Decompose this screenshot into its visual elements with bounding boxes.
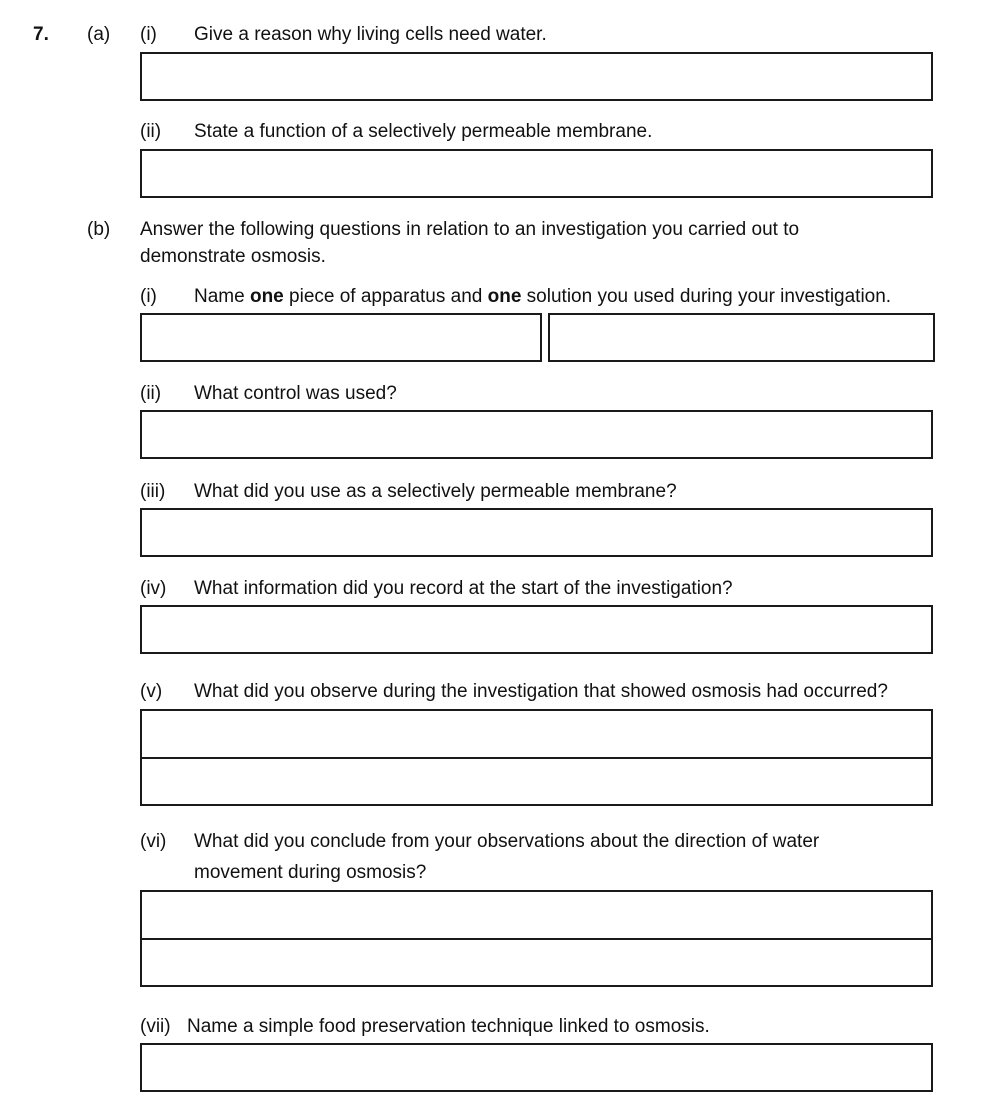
b-i-label: (i) — [140, 286, 157, 307]
part-b-label: (b) — [87, 219, 111, 240]
b-vi-question-line2: movement during osmosis? — [194, 862, 427, 883]
part-a-label: (a) — [87, 24, 111, 45]
part-b-intro-line1: Answer the following questions in relation to an investigation you carried out to — [140, 219, 800, 240]
b-iv-label: (iv) — [140, 578, 167, 599]
b-vii-question: Name a simple food preservation technique linked to osmosis. — [187, 1016, 710, 1037]
b-vi-answer-box — [140, 890, 933, 987]
b-i-apparatus-answer-box[interactable] — [140, 313, 542, 362]
b-iii-label: (iii) — [140, 481, 166, 502]
b-v-label: (v) — [140, 681, 163, 702]
b-i-solution-answer-box[interactable] — [548, 313, 935, 362]
b-i-text-3: solution you used during your investigation. — [521, 286, 892, 307]
b-ii-answer-box[interactable] — [140, 410, 933, 459]
b-i-answer-pair — [140, 313, 935, 362]
b-vi-question-line1: What did you conclude from your observations about the direction of water — [194, 831, 820, 852]
a-ii-label: (ii) — [140, 121, 162, 142]
b-v-answer-line-1[interactable] — [142, 711, 931, 757]
b-i-bold-1: one — [249, 286, 284, 307]
b-i-text-2: piece of apparatus and — [283, 286, 488, 307]
b-i-bold-2: one — [487, 286, 522, 307]
b-vi-answer-line-2[interactable] — [142, 938, 931, 986]
b-vii-label: (vii) — [140, 1016, 171, 1037]
b-i-question — [194, 285, 891, 309]
b-v-question: What did you observe during the investigation that showed osmosis had occurred? — [194, 681, 888, 702]
a-ii-answer-box[interactable] — [140, 149, 933, 198]
a-i-answer-box[interactable] — [140, 52, 933, 101]
a-i-question: Give a reason why living cells need water. — [194, 24, 547, 45]
b-vi-answer-line-1[interactable] — [142, 892, 931, 938]
b-iv-answer-box[interactable] — [140, 605, 933, 654]
b-v-answer-line-2[interactable] — [142, 757, 931, 805]
question-number: 7. — [33, 24, 49, 45]
a-i-label: (i) — [140, 24, 157, 45]
b-vi-label: (vi) — [140, 831, 167, 852]
part-b-intro-line2: demonstrate osmosis. — [140, 246, 326, 267]
b-ii-question: What control was used? — [194, 383, 397, 404]
b-vii-answer-box[interactable] — [140, 1043, 933, 1092]
b-iii-answer-box[interactable] — [140, 508, 933, 557]
b-i-text-1: Name — [194, 286, 250, 307]
a-ii-question: State a function of a selectively permeable membrane. — [194, 121, 653, 142]
b-ii-label: (ii) — [140, 383, 162, 404]
b-v-answer-box — [140, 709, 933, 806]
b-iv-question: What information did you record at the start of the investigation? — [194, 578, 733, 599]
b-iii-question: What did you use as a selectively permeable membrane? — [194, 481, 677, 502]
